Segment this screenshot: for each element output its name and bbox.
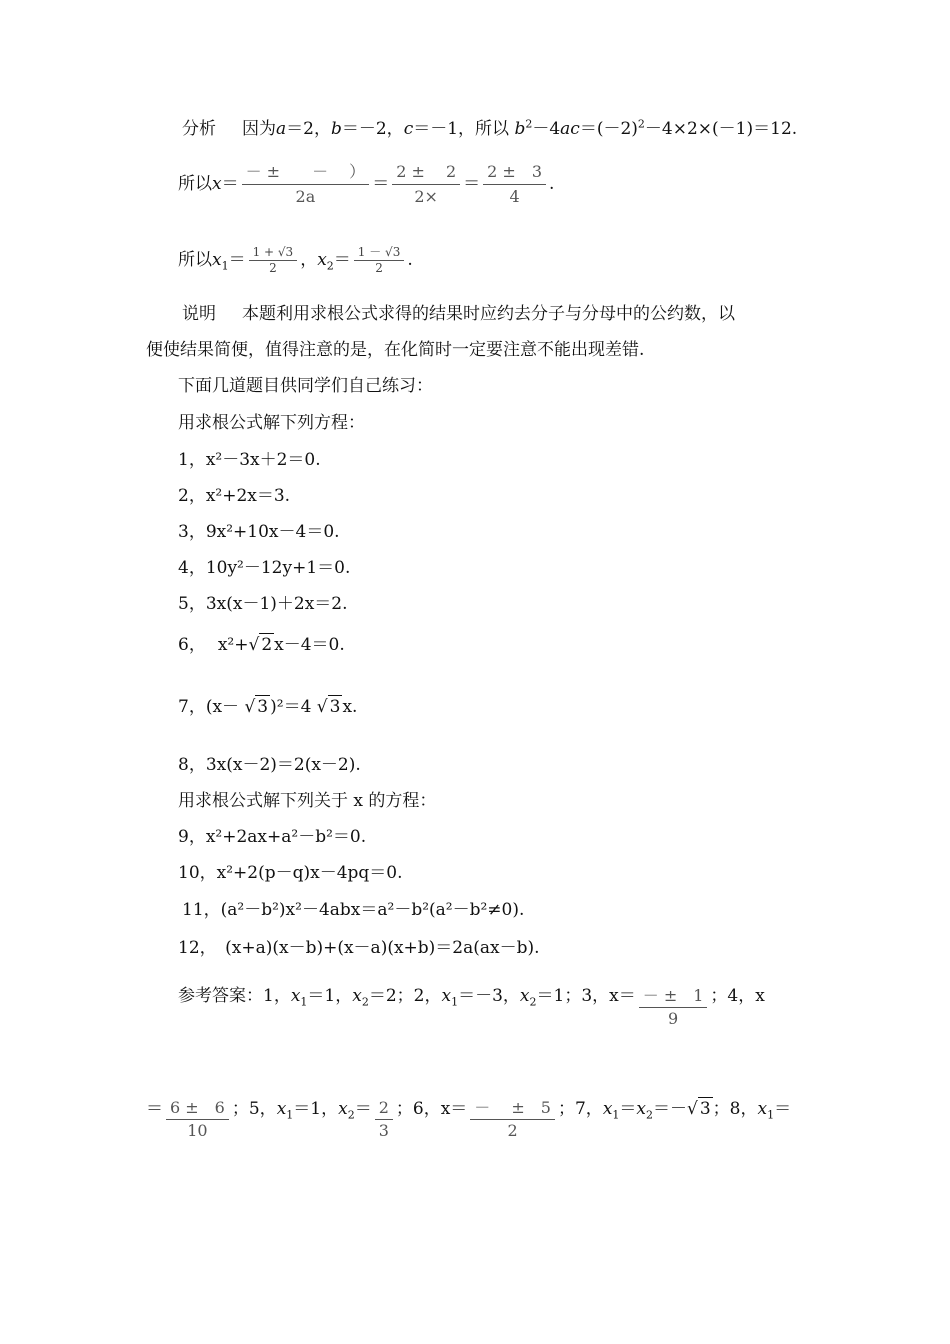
roots-line: 所以$x_1=$ $\frac{1 + √3}{2}$ ，$x_2=$ $\frac{1 - √3}{2}$ . xyxy=(178,245,413,275)
answers-line-1: 参考答案：1，$x_1=1$，$x_2=2$；2，$x_1=-3$，$x_2=1$；3，x＝ $\frac{- \pm 1}{9}$ ；4，x xyxy=(178,986,765,1028)
sqrt-3-b: √ 3 xyxy=(316,697,341,717)
root-x2-fraction: $\frac{1 - √3}{2}$ xyxy=(354,245,405,276)
intro-exercises: 下面几道题目供同学们自己练习： xyxy=(178,376,433,396)
exercise-3: 3，9x²+10x－4＝0. xyxy=(178,522,340,542)
formula-fraction-2: $\frac{2 \pm 2}{2\times}$ xyxy=(392,160,460,209)
note-line-2: 便使结果简便，值得注意的是，在化简时一定要注意不能出现差错. xyxy=(146,340,645,360)
root-x1-fraction: $\frac{1 + √3}{2}$ xyxy=(249,245,298,276)
answer-6-fraction: $\frac{- \pm 5}{2}$ xyxy=(470,1097,555,1142)
exercise-10: 10，x²+2(p－q)x－4pq＝0. xyxy=(178,863,403,883)
sqrt-3: √ 3 xyxy=(244,697,269,717)
intro-about-x: 用求根公式解下列关于 x 的方程： xyxy=(178,791,437,811)
formula-fraction-3: $\frac{2 \pm 3}{4}$ xyxy=(483,160,546,209)
sqrt-2: √ 2 xyxy=(248,635,273,655)
exercise-1: 1，x²－3x＋2＝0. xyxy=(178,450,321,470)
analysis-line: 分析 因为a＝2，b＝－2，c＝－1，所以 $b^2-4ac=(-2)^2-4\times 2\times(-1)=12$. xyxy=(182,117,798,139)
note-line-1: 说明 本题利用求根公式求得的结果时应约去分子与分母中的公约数，以 xyxy=(182,304,735,324)
analysis-label: 分析 xyxy=(182,119,216,139)
answer-5-fraction: $\frac{2}{3}$ xyxy=(375,1097,393,1142)
note-label: 说明 xyxy=(182,304,216,324)
answer-sqrt-3: √ 3 xyxy=(687,1099,711,1119)
intro-formula: 用求根公式解下列方程： xyxy=(178,413,365,433)
answers-line-2: ＝ $\frac{6 \pm 6}{10}$ ；5，$x_1=1$，$x_2=$ $\frac{2}{3}$ ；6，x＝ $\frac{- \pm 5}{2}$ ；7，$x_1=x_2=-√$ 3 ；8，$x_1=$ xyxy=(146,1098,792,1140)
exercise-4: 4，10y²－12y+1＝0. xyxy=(178,558,351,578)
exercise-7: 7，(x－ √ 3 )²＝4 √ 3 x. xyxy=(178,697,358,717)
formula-fraction-1: $\frac{- \pm - )}{2a}$ xyxy=(242,160,370,209)
formula-line: 所以x＝ $\frac{- \pm - )}{2a}$ ＝ $\frac{2 \pm 2}{2\times}$ ＝ $\frac{2 \pm 3}{4}$ . xyxy=(178,160,554,209)
exercise-5: 5，3x(x－1)＋2x＝2. xyxy=(178,594,348,614)
exercise-6: 6， x²+√ 2 x－4＝0. xyxy=(178,635,345,655)
exercise-12: 12， (x+a)(x－b)+(x－a)(x+b)＝2a(ax－b). xyxy=(178,938,540,958)
answer-3-fraction: $\frac{- \pm 1}{9}$ xyxy=(639,985,708,1030)
exercise-9: 9，x²+2ax+a²－b²＝0. xyxy=(178,827,367,847)
answer-4-fraction: $\frac{6 \pm 6}{10}$ xyxy=(166,1097,229,1142)
exercise-2: 2，x²+2x＝3. xyxy=(178,486,291,506)
exercise-11: 11，(a²－b²)x²－4abx＝a²－b²(a²－b²≠0). xyxy=(182,900,525,920)
exercise-8: 8，3x(x－2)＝2(x－2). xyxy=(178,755,361,775)
